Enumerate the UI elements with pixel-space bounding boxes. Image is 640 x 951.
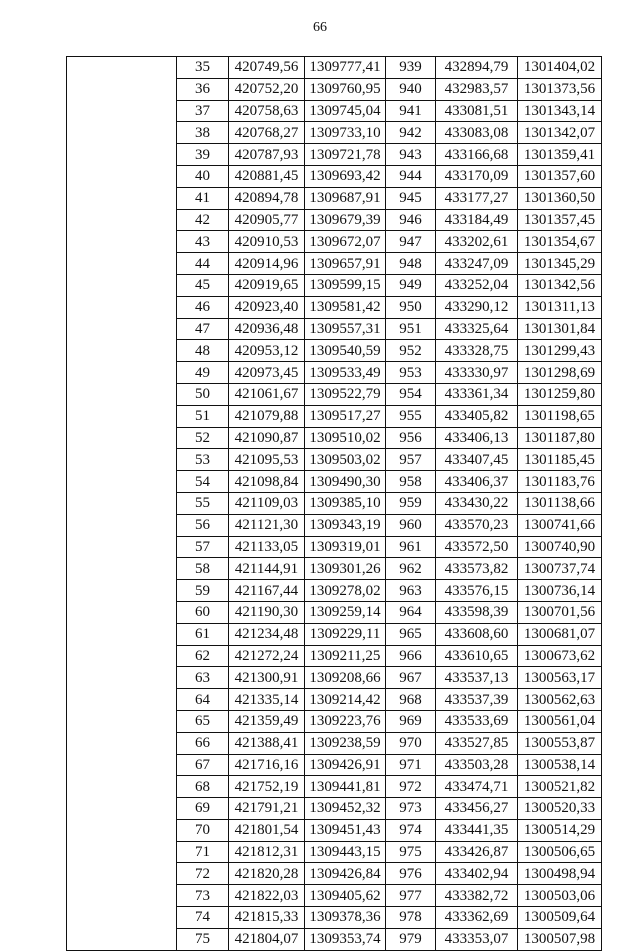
y-coordinate-right: 1301373,56 [518,78,602,100]
y-coordinate-right: 1301187,80 [518,427,602,449]
y-coordinate-left: 1309687,91 [305,187,386,209]
point-number-right: 945 [386,187,436,209]
x-coordinate-left: 421815,33 [229,907,305,929]
y-coordinate-right: 1300538,14 [518,754,602,776]
y-coordinate-right: 1300498,94 [518,863,602,885]
x-coordinate-right: 433406,37 [436,471,518,493]
x-coordinate-right: 433325,64 [436,318,518,340]
point-number-right: 970 [386,732,436,754]
x-coordinate-right: 433503,28 [436,754,518,776]
table-row [67,57,602,79]
y-coordinate-right: 1301259,80 [518,383,602,405]
point-number-right: 955 [386,405,436,427]
point-number-left: 39 [177,144,229,166]
point-number-right: 975 [386,841,436,863]
x-coordinate-left: 420749,56 [229,57,305,79]
y-coordinate-right: 1301298,69 [518,362,602,384]
y-coordinate-right: 1300563,17 [518,667,602,689]
x-coordinate-left: 420894,78 [229,187,305,209]
point-number-left: 64 [177,689,229,711]
y-coordinate-left: 1309581,42 [305,296,386,318]
x-coordinate-left: 420905,77 [229,209,305,231]
point-number-left: 61 [177,623,229,645]
y-coordinate-left: 1309517,27 [305,405,386,427]
x-coordinate-left: 421752,19 [229,776,305,798]
y-coordinate-left: 1309510,02 [305,427,386,449]
x-coordinate-left: 420919,65 [229,274,305,296]
y-coordinate-left: 1309672,07 [305,231,386,253]
x-coordinate-right: 433382,72 [436,885,518,907]
x-coordinate-left: 420768,27 [229,122,305,144]
point-number-right: 950 [386,296,436,318]
x-coordinate-right: 433527,85 [436,732,518,754]
point-number-right: 959 [386,492,436,514]
x-coordinate-left: 420914,96 [229,253,305,275]
point-number-left: 53 [177,449,229,471]
y-coordinate-right: 1301299,43 [518,340,602,362]
y-coordinate-left: 1309679,39 [305,209,386,231]
x-coordinate-right: 433407,45 [436,449,518,471]
point-number-left: 67 [177,754,229,776]
point-number-left: 66 [177,732,229,754]
point-number-left: 46 [177,296,229,318]
y-coordinate-right: 1301342,07 [518,122,602,144]
y-coordinate-left: 1309443,15 [305,841,386,863]
y-coordinate-right: 1301357,60 [518,165,602,187]
x-coordinate-left: 421388,41 [229,732,305,754]
x-coordinate-left: 421098,84 [229,471,305,493]
point-number-right: 978 [386,907,436,929]
x-coordinate-right: 433537,39 [436,689,518,711]
x-coordinate-right: 433083,08 [436,122,518,144]
point-number-left: 49 [177,362,229,384]
x-coordinate-right: 433166,68 [436,144,518,166]
y-coordinate-left: 1309777,41 [305,57,386,79]
y-coordinate-right: 1300737,74 [518,558,602,580]
y-coordinate-right: 1300562,63 [518,689,602,711]
y-coordinate-right: 1300561,04 [518,710,602,732]
x-coordinate-right: 432983,57 [436,78,518,100]
point-number-right: 957 [386,449,436,471]
y-coordinate-left: 1309259,14 [305,601,386,623]
x-coordinate-right: 433361,34 [436,383,518,405]
point-number-left: 70 [177,819,229,841]
point-number-left: 41 [177,187,229,209]
x-coordinate-left: 421822,03 [229,885,305,907]
page-number: 66 [313,20,327,35]
y-coordinate-right: 1300521,82 [518,776,602,798]
x-coordinate-right: 433610,65 [436,645,518,667]
x-coordinate-left: 420881,45 [229,165,305,187]
point-number-right: 953 [386,362,436,384]
point-number-left: 47 [177,318,229,340]
point-number-left: 36 [177,78,229,100]
x-coordinate-right: 433184,49 [436,209,518,231]
x-coordinate-right: 433576,15 [436,580,518,602]
x-coordinate-right: 433177,27 [436,187,518,209]
point-number-left: 72 [177,863,229,885]
x-coordinate-right: 432894,79 [436,57,518,79]
y-coordinate-left: 1309405,62 [305,885,386,907]
x-coordinate-right: 433170,09 [436,165,518,187]
y-coordinate-right: 1301345,29 [518,253,602,275]
y-coordinate-left: 1309301,26 [305,558,386,580]
point-number-left: 45 [177,274,229,296]
x-coordinate-left: 421716,16 [229,754,305,776]
y-coordinate-right: 1301360,50 [518,187,602,209]
x-coordinate-left: 421335,14 [229,689,305,711]
y-coordinate-right: 1300701,56 [518,601,602,623]
x-coordinate-left: 420936,48 [229,318,305,340]
point-number-right: 977 [386,885,436,907]
y-coordinate-left: 1309385,10 [305,492,386,514]
y-coordinate-left: 1309238,59 [305,732,386,754]
y-coordinate-left: 1309490,30 [305,471,386,493]
x-coordinate-right: 433474,71 [436,776,518,798]
y-coordinate-left: 1309451,43 [305,819,386,841]
x-coordinate-right: 433406,13 [436,427,518,449]
x-coordinate-right: 433290,12 [436,296,518,318]
y-coordinate-right: 1300507,98 [518,928,602,950]
y-coordinate-left: 1309223,76 [305,710,386,732]
x-coordinate-right: 433330,97 [436,362,518,384]
point-number-right: 974 [386,819,436,841]
y-coordinate-left: 1309760,95 [305,78,386,100]
point-number-right: 967 [386,667,436,689]
y-coordinate-right: 1300681,07 [518,623,602,645]
point-number-left: 35 [177,57,229,79]
coordinates-table [66,56,602,951]
coordinates-table-body [67,57,602,951]
point-number-right: 971 [386,754,436,776]
x-coordinate-left: 421061,67 [229,383,305,405]
x-coordinate-left: 421133,05 [229,536,305,558]
x-coordinate-right: 433247,09 [436,253,518,275]
point-number-right: 958 [386,471,436,493]
y-coordinate-right: 1301183,76 [518,471,602,493]
y-coordinate-left: 1309599,15 [305,274,386,296]
point-number-right: 940 [386,78,436,100]
y-coordinate-left: 1309745,04 [305,100,386,122]
y-coordinate-right: 1301343,14 [518,100,602,122]
x-coordinate-left: 421804,07 [229,928,305,950]
y-coordinate-left: 1309657,91 [305,253,386,275]
point-number-right: 976 [386,863,436,885]
x-coordinate-left: 421272,24 [229,645,305,667]
y-coordinate-right: 1300503,06 [518,885,602,907]
y-coordinate-left: 1309229,11 [305,623,386,645]
point-number-left: 55 [177,492,229,514]
x-coordinate-left: 420752,20 [229,78,305,100]
y-coordinate-right: 1300673,62 [518,645,602,667]
x-coordinate-right: 433252,04 [436,274,518,296]
point-number-right: 941 [386,100,436,122]
x-coordinate-left: 421121,30 [229,514,305,536]
point-number-right: 943 [386,144,436,166]
point-number-left: 37 [177,100,229,122]
y-coordinate-right: 1300741,66 [518,514,602,536]
point-number-left: 52 [177,427,229,449]
x-coordinate-right: 433202,61 [436,231,518,253]
y-coordinate-right: 1300506,65 [518,841,602,863]
point-number-left: 38 [177,122,229,144]
point-number-left: 51 [177,405,229,427]
y-coordinate-right: 1301311,13 [518,296,602,318]
y-coordinate-right: 1300509,64 [518,907,602,929]
point-number-left: 40 [177,165,229,187]
y-coordinate-left: 1309503,02 [305,449,386,471]
point-number-left: 68 [177,776,229,798]
y-coordinate-left: 1309278,02 [305,580,386,602]
x-coordinate-right: 433608,60 [436,623,518,645]
x-coordinate-right: 433081,51 [436,100,518,122]
point-number-left: 44 [177,253,229,275]
y-coordinate-right: 1300553,87 [518,732,602,754]
point-number-right: 973 [386,798,436,820]
point-number-left: 65 [177,710,229,732]
x-coordinate-left: 421190,30 [229,601,305,623]
point-number-right: 965 [386,623,436,645]
point-number-left: 59 [177,580,229,602]
empty-side-cell [67,57,177,951]
y-coordinate-left: 1309522,79 [305,383,386,405]
point-number-right: 968 [386,689,436,711]
point-number-right: 963 [386,580,436,602]
point-number-left: 75 [177,928,229,950]
point-number-left: 57 [177,536,229,558]
point-number-right: 979 [386,928,436,950]
y-coordinate-right: 1300514,29 [518,819,602,841]
x-coordinate-right: 433328,75 [436,340,518,362]
point-number-right: 951 [386,318,436,340]
y-coordinate-left: 1309540,59 [305,340,386,362]
point-number-left: 58 [177,558,229,580]
point-number-right: 948 [386,253,436,275]
x-coordinate-left: 421109,03 [229,492,305,514]
y-coordinate-right: 1301354,67 [518,231,602,253]
point-number-right: 954 [386,383,436,405]
point-number-right: 964 [386,601,436,623]
x-coordinate-right: 433537,13 [436,667,518,689]
point-number-right: 961 [386,536,436,558]
point-number-left: 73 [177,885,229,907]
x-coordinate-left: 421079,88 [229,405,305,427]
x-coordinate-right: 433426,87 [436,841,518,863]
point-number-left: 74 [177,907,229,929]
point-number-left: 69 [177,798,229,820]
point-number-right: 956 [386,427,436,449]
x-coordinate-left: 421820,28 [229,863,305,885]
point-number-left: 71 [177,841,229,863]
point-number-right: 969 [386,710,436,732]
point-number-right: 952 [386,340,436,362]
y-coordinate-left: 1309214,42 [305,689,386,711]
point-number-left: 50 [177,383,229,405]
point-number-left: 60 [177,601,229,623]
x-coordinate-right: 433570,23 [436,514,518,536]
x-coordinate-left: 421791,21 [229,798,305,820]
point-number-left: 63 [177,667,229,689]
y-coordinate-left: 1309557,31 [305,318,386,340]
point-number-right: 942 [386,122,436,144]
point-number-right: 960 [386,514,436,536]
y-coordinate-left: 1309426,91 [305,754,386,776]
y-coordinate-left: 1309211,25 [305,645,386,667]
x-coordinate-left: 420910,53 [229,231,305,253]
y-coordinate-left: 1309441,81 [305,776,386,798]
x-coordinate-left: 421801,54 [229,819,305,841]
x-coordinate-right: 433533,69 [436,710,518,732]
y-coordinate-left: 1309426,84 [305,863,386,885]
x-coordinate-left: 421359,49 [229,710,305,732]
y-coordinate-right: 1301138,66 [518,492,602,514]
x-coordinate-right: 433598,39 [436,601,518,623]
y-coordinate-right: 1301359,41 [518,144,602,166]
y-coordinate-right: 1301404,02 [518,57,602,79]
point-number-left: 54 [177,471,229,493]
x-coordinate-left: 420923,40 [229,296,305,318]
point-number-left: 42 [177,209,229,231]
y-coordinate-left: 1309319,01 [305,536,386,558]
x-coordinate-left: 421300,91 [229,667,305,689]
y-coordinate-left: 1309533,49 [305,362,386,384]
x-coordinate-right: 433353,07 [436,928,518,950]
point-number-left: 48 [177,340,229,362]
x-coordinate-left: 421167,44 [229,580,305,602]
x-coordinate-left: 420953,12 [229,340,305,362]
y-coordinate-left: 1309693,42 [305,165,386,187]
point-number-right: 946 [386,209,436,231]
x-coordinate-left: 420758,63 [229,100,305,122]
x-coordinate-left: 421144,91 [229,558,305,580]
y-coordinate-right: 1301198,65 [518,405,602,427]
x-coordinate-right: 433430,22 [436,492,518,514]
point-number-right: 949 [386,274,436,296]
x-coordinate-right: 433402,94 [436,863,518,885]
point-number-right: 939 [386,57,436,79]
point-number-right: 962 [386,558,436,580]
x-coordinate-right: 433405,82 [436,405,518,427]
y-coordinate-left: 1309353,74 [305,928,386,950]
x-coordinate-left: 421812,31 [229,841,305,863]
point-number-right: 947 [386,231,436,253]
y-coordinate-right: 1300736,14 [518,580,602,602]
y-coordinate-right: 1301185,45 [518,449,602,471]
point-number-left: 62 [177,645,229,667]
y-coordinate-right: 1301301,84 [518,318,602,340]
x-coordinate-right: 433572,50 [436,536,518,558]
y-coordinate-left: 1309733,10 [305,122,386,144]
point-number-left: 43 [177,231,229,253]
y-coordinate-right: 1300520,33 [518,798,602,820]
y-coordinate-left: 1309452,32 [305,798,386,820]
point-number-right: 966 [386,645,436,667]
point-number-right: 972 [386,776,436,798]
x-coordinate-right: 433441,35 [436,819,518,841]
x-coordinate-left: 421095,53 [229,449,305,471]
x-coordinate-left: 420787,93 [229,144,305,166]
x-coordinate-left: 421234,48 [229,623,305,645]
x-coordinate-right: 433362,69 [436,907,518,929]
y-coordinate-right: 1301342,56 [518,274,602,296]
y-coordinate-left: 1309721,78 [305,144,386,166]
point-number-left: 56 [177,514,229,536]
y-coordinate-right: 1301357,45 [518,209,602,231]
y-coordinate-left: 1309378,36 [305,907,386,929]
y-coordinate-left: 1309208,66 [305,667,386,689]
x-coordinate-right: 433456,27 [436,798,518,820]
x-coordinate-right: 433573,82 [436,558,518,580]
x-coordinate-left: 420973,45 [229,362,305,384]
y-coordinate-left: 1309343,19 [305,514,386,536]
y-coordinate-right: 1300740,90 [518,536,602,558]
x-coordinate-left: 421090,87 [229,427,305,449]
point-number-right: 944 [386,165,436,187]
